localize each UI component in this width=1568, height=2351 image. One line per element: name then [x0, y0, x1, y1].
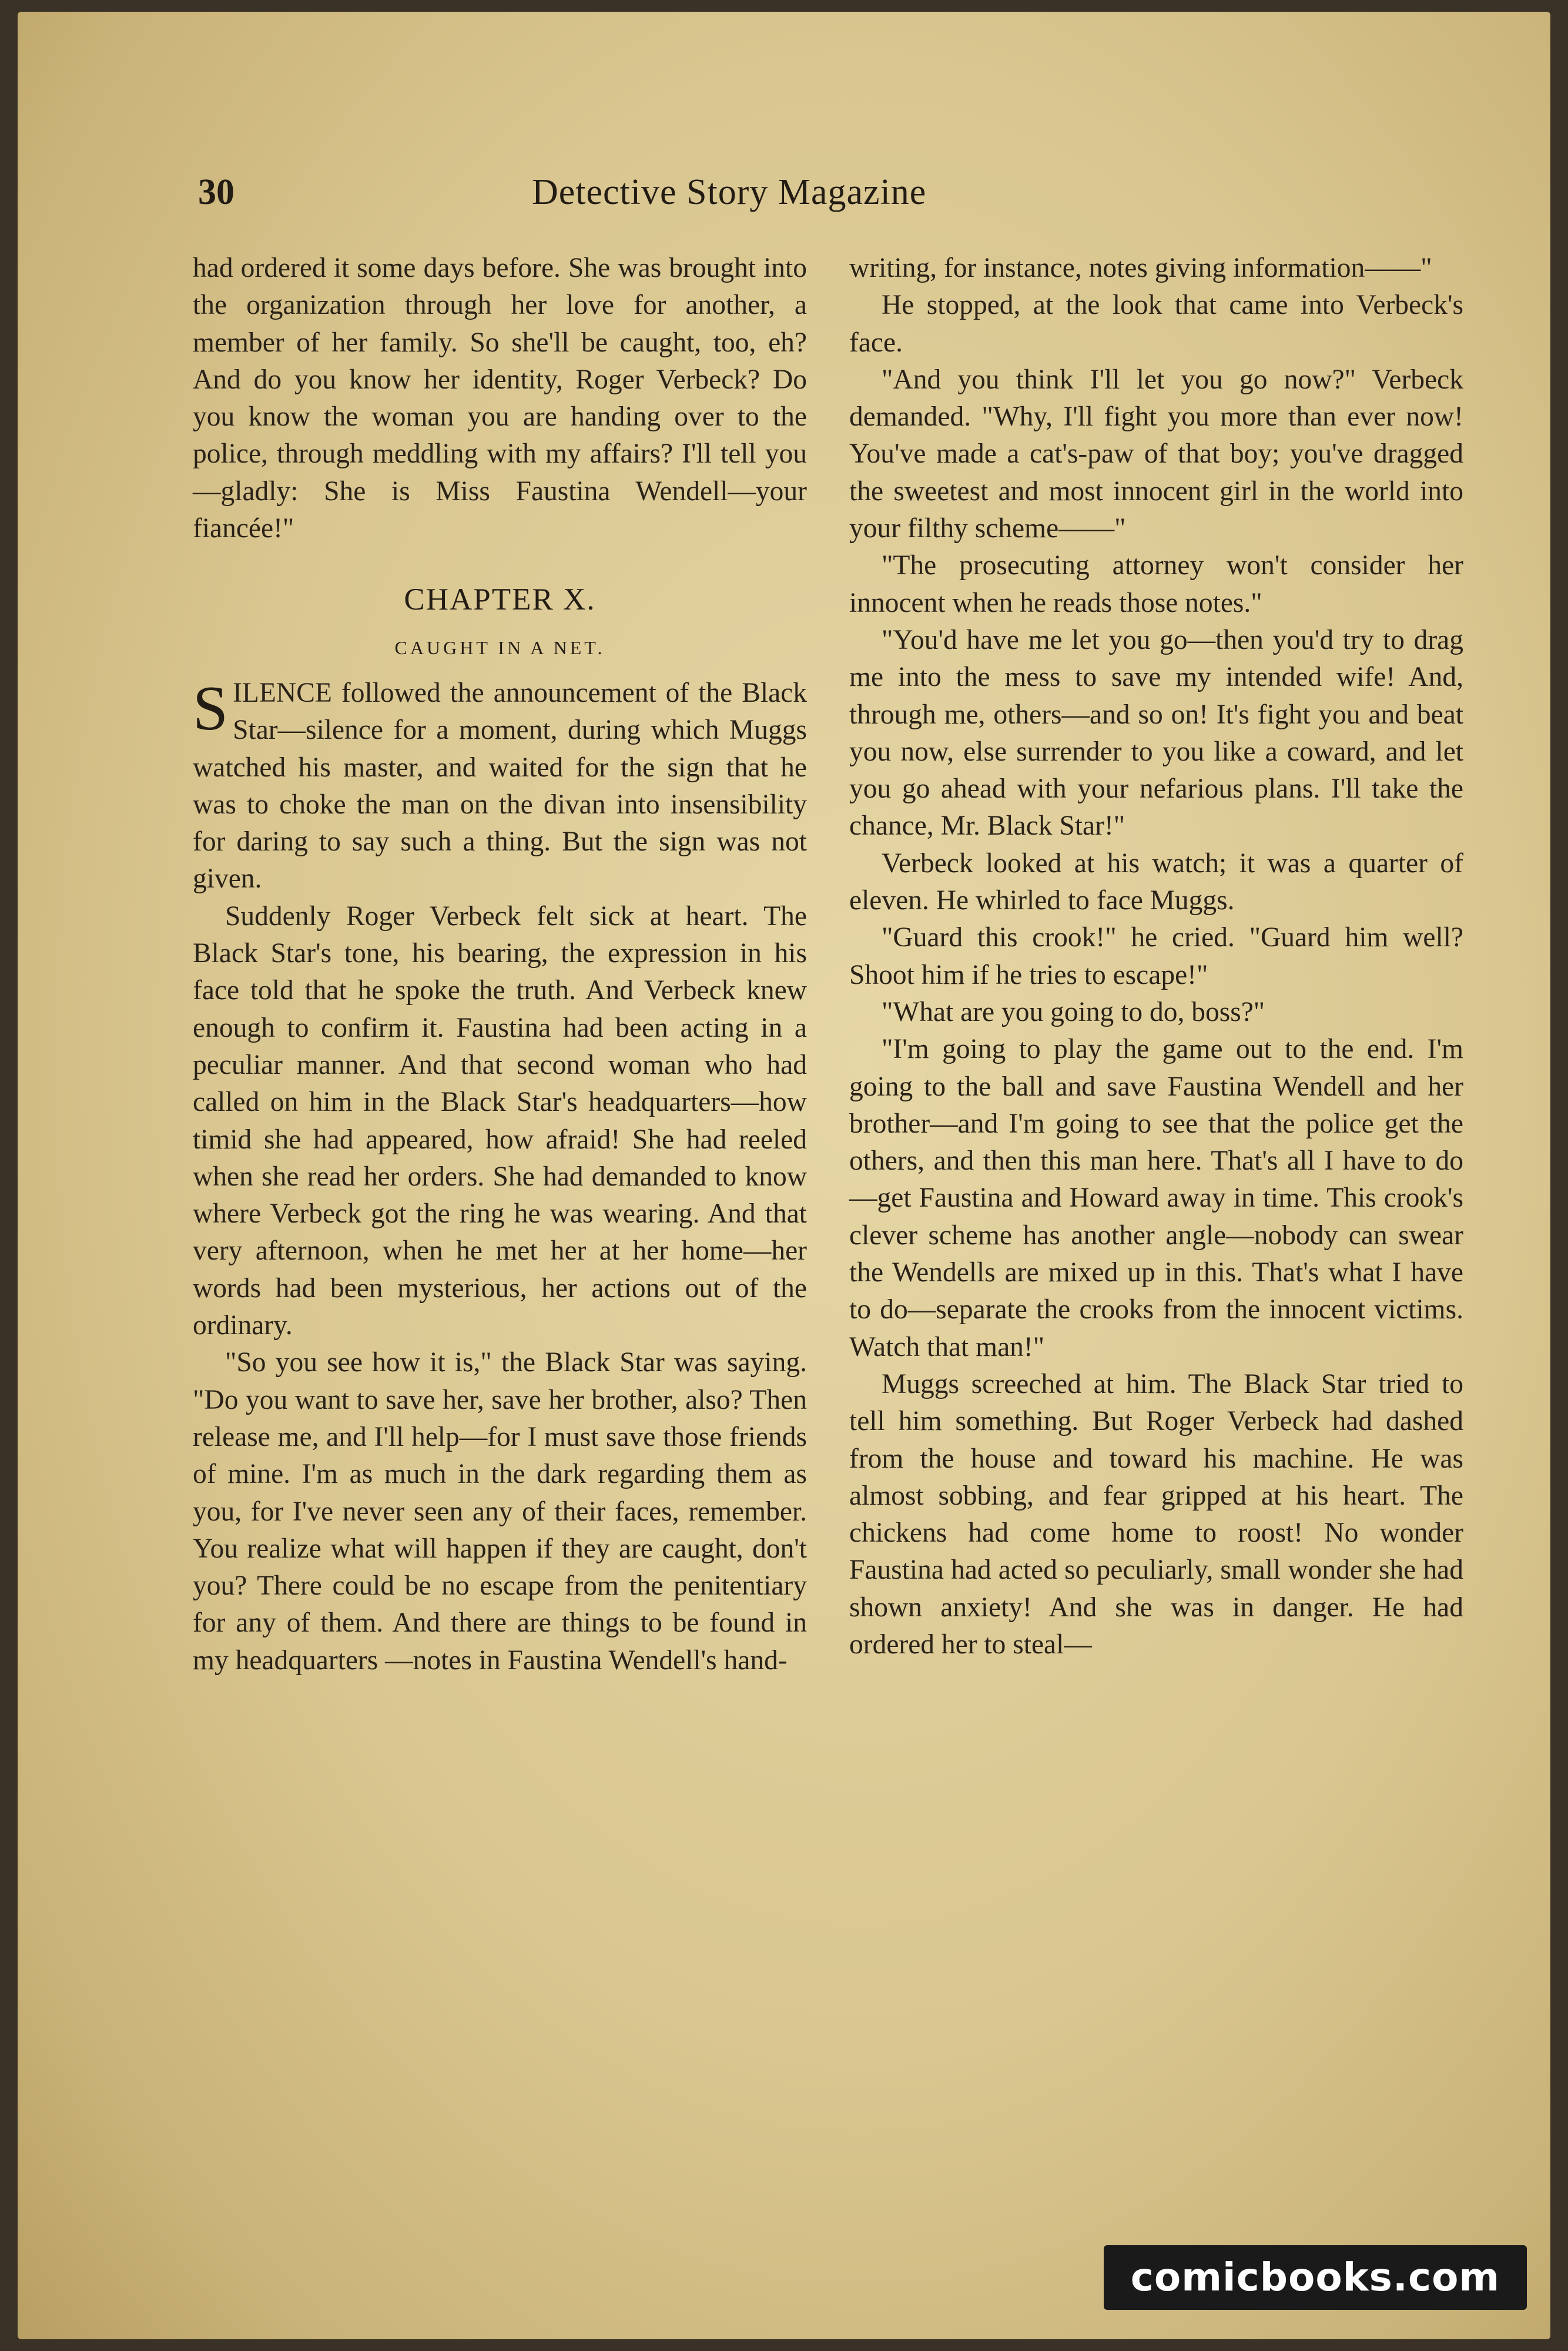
paragraph-text: ILENCE followed the announcement of the Black Star—silence for a moment, during which Muggs watched his master, and waited for the sign that he was to choke the man on the divan into insensibility for daring to say such a thing. But the sign was not given.: [193, 677, 807, 895]
left-column: [193, 250, 807, 1679]
chapter-subtitle: CAUGHT IN A NET.: [394, 637, 605, 658]
paragraph: "The prosecuting attorney won't consider her innocent when he reads those notes.": [849, 550, 1463, 618]
page-number: 30: [198, 172, 234, 212]
paragraph: "What are you going to do, boss?": [882, 996, 1265, 1027]
right-column: [849, 250, 1463, 1663]
magazine-page: [18, 12, 1550, 2339]
paragraph: Verbeck looked at his watch; it was a quarter of eleven. He whirled to face Muggs.: [849, 848, 1463, 916]
paragraph: "You'd have me let you go—then you'd try to drag me into the mess to save my intended wife! And, through me, others—and so on! It's fight you and beat you now, else surrender to you like a coward, and let you go ahead with your nefarious plans. I'll take the chance, Mr. Black Star!": [849, 624, 1463, 842]
running-title: Detective Story Magazine: [532, 172, 927, 212]
paragraph: "Guard this crook!" he cried. "Guard him well? Shoot him if he tries to escape!": [849, 922, 1463, 990]
paragraph: writing, for instance, notes giving information——": [849, 253, 1432, 283]
chapter-title: CHAPTER X.: [404, 582, 596, 617]
paragraph: "I'm going to play the game out to the end. I'm going to the ball and save Faustina Wendell and her brother—and I'm going to see that the police get the others, and then this man here. That's all I have to do—get Faustina and Howard away in time. This crook's clever scheme has another angle—nobody can swear the Wendells are mixed up in this. That's what I have to do—separate the crooks from the innocent victims. Watch that man!": [849, 1034, 1463, 1362]
paragraph: Suddenly Roger Verbeck felt sick at heart. The Black Star's tone, his bearing, the expression in his face told that he spoke the truth. And Verbeck knew enough to confirm it. Faustina had been acting in a peculiar manner. And that second woman who had called on him in the Black Star's headquarters—how timid she had appeared, how afraid! She had reeled when she read her orders. She had demanded to know where Verbeck got the ring he was wearing. And that very afternoon, when he met her at her home—her words had been mysterious, her actions out of the ordinary.: [193, 900, 807, 1341]
paragraph: "So you see how it is," the Black Star was saying. "Do you want to save her, save her brother, also? Then release me, and I'll help—for I must save those friends of mine. I'm as much in the dark regarding them as you, for I've never seen any of their faces, remember. You realize what will happen if they are caught, don't you? There could be no escape from the penitentiary for any of them. And there are things to be found in my headquarters —notes in Faustina Wendell's hand-: [193, 1347, 807, 1676]
page-header: [179, 172, 1460, 225]
paragraph: "And you think I'll let you go now?" Verbeck demanded. "Why, I'll fight you more than ever now! You've made a cat's-paw of that boy; you've dragged the sweetest and most innocent girl in the world into your filthy scheme——": [849, 364, 1463, 544]
drop-cap: S: [193, 673, 229, 744]
paragraph: had ordered it some days before. She was brought into the organization through her love for another, a member of her family. So she'll be caught, too, eh? And do you know her identity, Roger Verbeck? Do you know the woman you are handing over to the police, through meddling with my affairs? I'll tell you—gladly: She is Miss Faustina Wendell—your fiancée!": [193, 253, 807, 544]
paragraph: He stopped, at the look that came into Verbeck's face.: [849, 290, 1463, 358]
paragraph: Muggs screeched at him. The Black Star tried to tell him something. But Roger Verbeck had dashed from the house and toward his machine. He was almost sobbing, and fear gripped at his heart. The chickens had come home to roost! No wonder Faustina had acted so peculiarly, small wonder she had shown anxiety! And she was in danger. He had ordered her to steal—: [849, 1368, 1463, 1660]
chapter-opening-paragraph: [193, 675, 807, 898]
site-watermark: comicbooks.com: [1104, 2245, 1527, 2310]
